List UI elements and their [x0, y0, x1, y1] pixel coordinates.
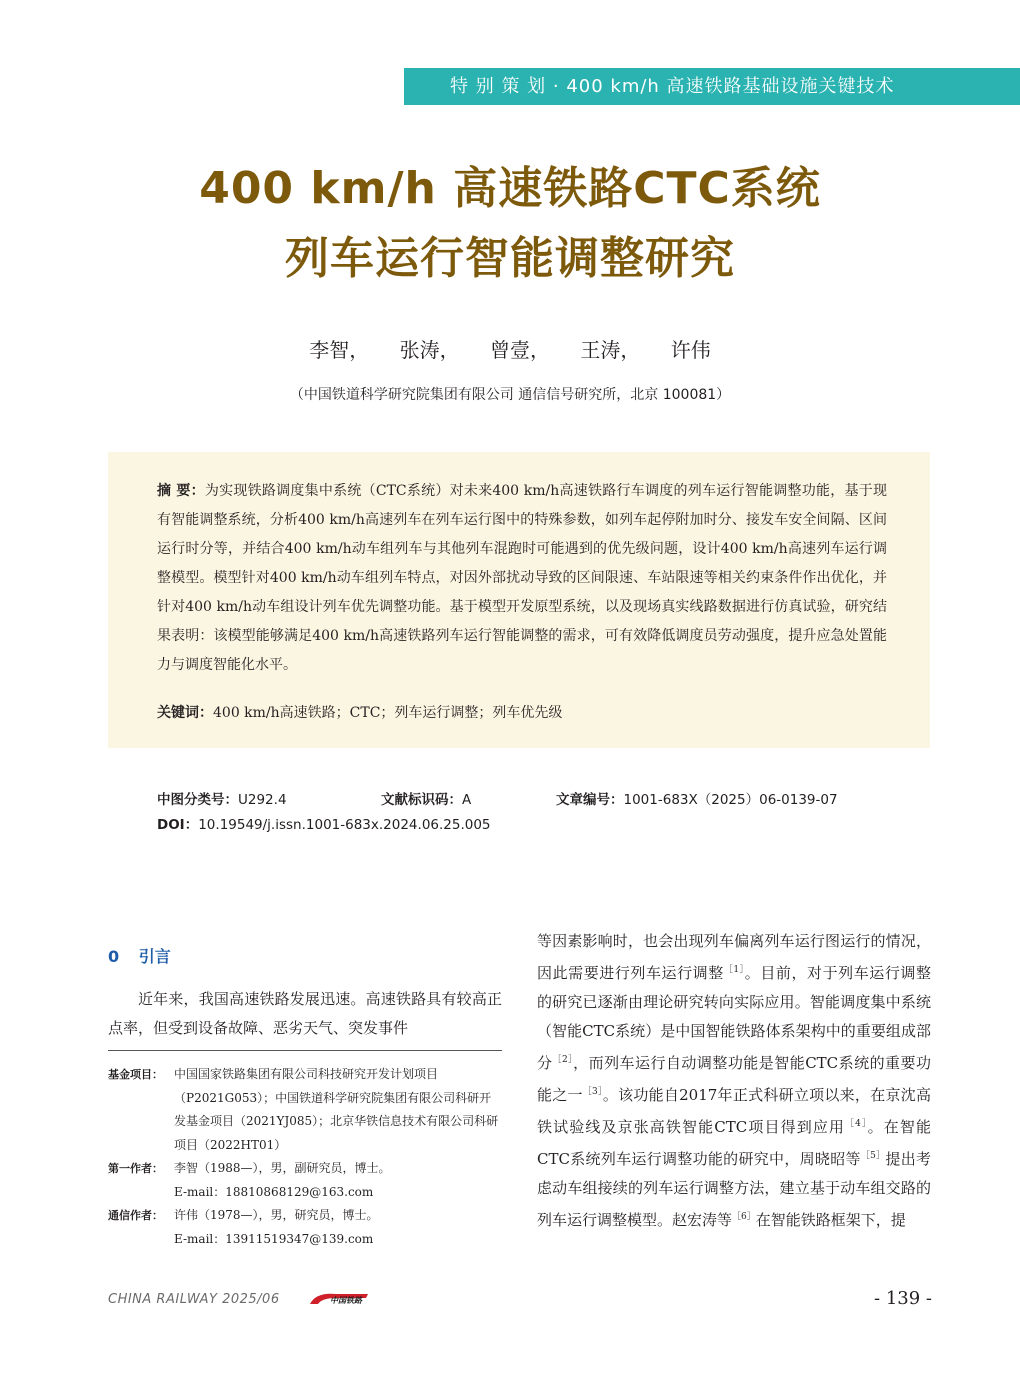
journal-footer: CHINA RAILWAY 2025/06 [108, 1292, 280, 1307]
clc-number [157, 788, 287, 808]
page-number: - 139 - [874, 1288, 932, 1309]
keywords-value: 400 km/h高速铁路；CTC；列车运行调整；列车优先级 [213, 705, 563, 721]
column-banner: 特 别 策 划 · 400 km/h 高速铁路基础设施关键技术 [404, 68, 1020, 105]
clc-label: 中图分类号： [157, 792, 238, 808]
article-number-label: 文章编号： [556, 792, 624, 808]
author-name: 曾壹， [490, 338, 550, 362]
citation[interactable]: ［4］ [845, 1119, 868, 1129]
text-segment: ，而列车运行自动调整功能是智能CTC系统的重要功能之一 [537, 1054, 931, 1104]
section-number: 0 [108, 947, 120, 966]
article-title-line-2: 列车运行智能调整研究 [285, 233, 735, 284]
citation[interactable]: ［6］ [732, 1212, 756, 1222]
text-segment: 在智能铁路框架下，提 [755, 1211, 906, 1229]
clc-value: U292.4 [238, 792, 287, 808]
text-segment: 。该功能自2017年正式科研立项以来，在京沈高铁试验线及京张高铁智能CTC项目得到应用 [537, 1086, 931, 1136]
first-author-info: 李智（1988—），男，副研究员，博士。 [174, 1161, 391, 1175]
left-column-body [108, 985, 502, 1043]
author-name: 张涛， [399, 338, 460, 362]
citation[interactable]: ［1］ [723, 965, 745, 975]
footnote-funding [108, 1063, 502, 1157]
corresponding-author-info: 许伟（1978—），男，研究员，博士。 [174, 1208, 379, 1222]
article-number [556, 788, 838, 808]
text-segment: 等因素影响时，也会出现列车偏离列车运行图运行的情况，因此需要进行列车运行调整 [537, 932, 931, 982]
citation[interactable]: ［2］ [552, 1055, 574, 1065]
funding-text: 中国国家铁路集团有限公司科技研究开发计划项目（P2021G053）；中国铁道科学研究院集团有限公司科研开发基金项目（2021YJ085）；北京华铁信息技术有限公司科研项目（2022HT01） [174, 1067, 499, 1152]
corresponding-author-email[interactable]: E-mail：13911519347@139.com [174, 1231, 374, 1246]
section-title: 引言 [138, 947, 171, 966]
footnote-divider [108, 1050, 502, 1051]
doi [157, 813, 491, 833]
footnote-corresponding-author [108, 1204, 502, 1251]
paragraph [537, 927, 931, 1235]
doi-label: DOI： [157, 817, 199, 833]
author-name: 王涛， [580, 338, 641, 362]
article-number-value: 1001-683X（2025）06-0139-07 [623, 792, 838, 808]
document-code-value: A [462, 792, 472, 808]
author-name: 李智， [309, 338, 370, 362]
right-column-body [537, 927, 931, 1235]
text-segment: 。在智能CTC系统列车运行调整功能的研究中，周晓昭等 [537, 1118, 931, 1168]
article-title-line-1: 400 km/h 高速铁路CTC系统 [199, 163, 821, 214]
author-list [0, 334, 1020, 363]
footnote-first-author [108, 1157, 502, 1204]
keywords-label: 关键词： [157, 705, 213, 721]
author-name: 许伟 [670, 338, 711, 362]
section-heading [108, 944, 171, 967]
corresponding-author-label: 通信作者： [108, 1209, 163, 1222]
first-author-email[interactable]: E-mail：18810868129@163.com [174, 1184, 374, 1199]
abstract-body: 为实现铁路调度集中系统（CTC系统）对未来400 km/h高速铁路行车调度的列车运行智能调整功能，基于现有智能调整系统，分析400 km/h高速列车在列车运行图中的特殊参数，如列车起停附加时分、接发车安全间隔、区间运行时分等，并结合400 km/h动车组列车与其他列车混跑时可能遇到的优先级问题，设计400 km/h高速列车运行调整模型。模型针对400 km/h动车组列车特点，对因外部扰动导致的区间限速、车站限速等相关约束条件作出优化，并针对400 km/h动车组设计列车优先调整功能。基于模型开发原型系统，以及现场真实线路数据进行仿真试验，研究结果表明：该模型能够满足400 km/h高速铁路列车运行智能调整的需求，可有效降低调度员劳动强度，提升应急处置能力与调度智能化水平。 [157, 483, 887, 673]
citation[interactable]: ［5］ [860, 1151, 886, 1161]
citation[interactable]: ［3］ [582, 1087, 603, 1097]
text-segment: 提出考虑动车组接续的列车运行调整方法，建立基于动车组交路的列车运行调整模型。赵宏涛等 [537, 1150, 931, 1229]
first-author-label: 第一作者： [108, 1162, 163, 1175]
document-code [381, 788, 471, 808]
paragraph: 近年来，我国高速铁路发展迅速。高速铁路具有较高正点率，但受到设备故障、恶劣天气、突发事件 [108, 990, 502, 1037]
text-segment: 。目前，对于列车运行调整的研究已逐渐由理论研究转向实际应用。智能调度集中系统（智能CTC系统）是中国智能铁路体系架构中的重要组成部分 [537, 964, 931, 1072]
author-affiliation: （中国铁道科学研究院集团有限公司 通信信号研究所，北京 100081） [289, 387, 731, 403]
logo-text: 中国铁路 [330, 1296, 362, 1305]
keywords [157, 702, 887, 724]
doi-value[interactable]: 10.19549/j.issn.1001-683x.2024.06.25.005 [198, 817, 491, 833]
document-code-label: 文献标识码： [381, 792, 462, 808]
china-railway-logo-icon [306, 1290, 372, 1308]
abstract-label: 摘 要： [157, 483, 205, 499]
funding-label: 基金项目： [108, 1068, 163, 1081]
abstract [157, 477, 887, 680]
